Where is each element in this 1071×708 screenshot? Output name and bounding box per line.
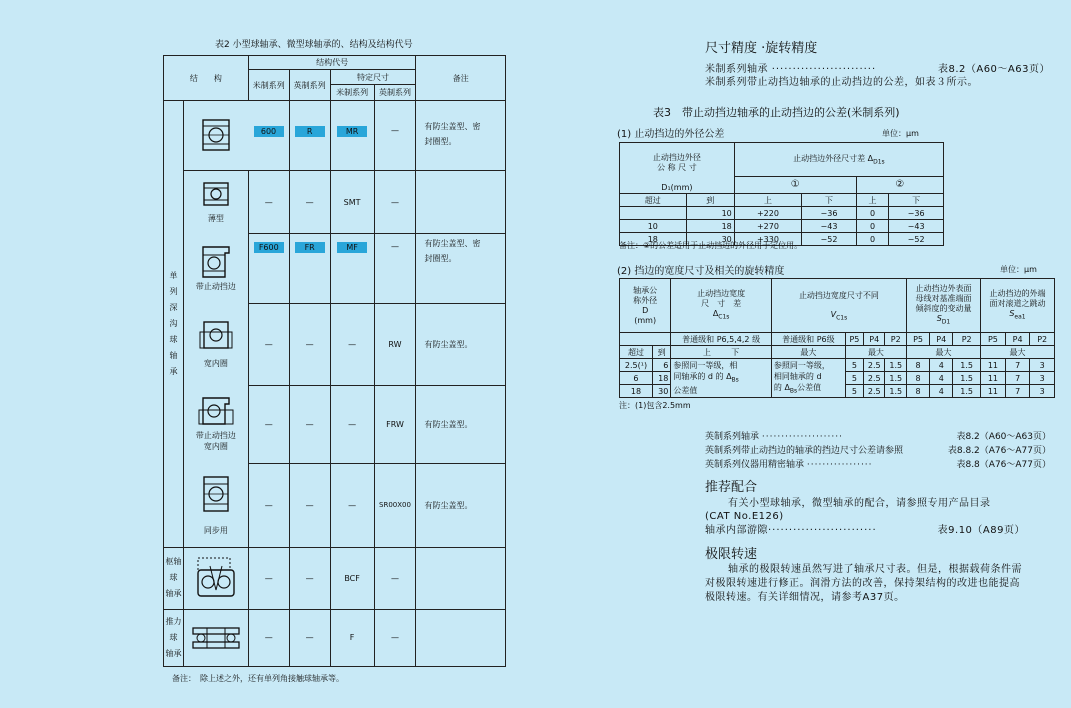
row-note: 有防尘盖型、密 封圈型。	[416, 234, 506, 304]
cell: 18	[620, 233, 687, 246]
structure-code-table	[163, 55, 506, 667]
blank	[620, 333, 671, 346]
header-special: 特定尺寸	[330, 70, 416, 84]
group-thrust: 推力 球 轴承	[164, 609, 184, 667]
row-note	[416, 548, 506, 610]
leader-dots: ·····················	[761, 432, 843, 442]
cell: 4	[930, 372, 953, 385]
flange-width-runout-table	[619, 278, 1055, 398]
t1-head-tol-text: 止动挡边外径尺寸差 Δ	[793, 153, 874, 163]
cell: −36	[889, 207, 944, 220]
cell: 7	[1005, 359, 1030, 372]
code-inch: —	[289, 386, 330, 464]
t1-up2: 上	[856, 194, 888, 207]
t2-head-sd-sym: S	[936, 313, 942, 323]
inch-ref-line	[705, 430, 1051, 444]
code-inch: —	[289, 609, 330, 667]
t2-ref1-sub: Bs	[731, 376, 739, 384]
t2-p5b: P5	[906, 333, 929, 346]
t1-caption: (1) 止动挡边的外径公差	[617, 129, 725, 140]
t2-p4b: P4	[930, 333, 953, 346]
cell: 4	[930, 385, 953, 398]
inch-label: 英制系列轴承	[705, 432, 760, 442]
header-special-metric: 米制系列	[330, 84, 374, 100]
speed-text2: 对极限转速进行修正。润滑方法的改善，保持架结构的改进也能提高	[705, 578, 1020, 589]
inch-instr-ref: 表8.8（A76～A77页）	[956, 460, 1051, 470]
t2-head-sd-text: 止动挡边外表面 母线对基准端面 倾斜度的变动量	[915, 283, 972, 313]
code-sp-inch: FRW	[374, 386, 416, 464]
t2-p2b: P2	[953, 333, 981, 346]
t2-ref2-end: 公差值	[797, 382, 822, 392]
code-metric: 600	[248, 101, 289, 171]
metric-label: 米制系列轴承	[705, 64, 768, 75]
t2-p5: P5	[845, 333, 863, 346]
code-metric: F600	[248, 234, 289, 304]
cell: 1.5	[953, 385, 981, 398]
t2-note: 注：(1)包含2.5mm	[619, 401, 691, 410]
clearance-ref: 表9.10（A89页）	[937, 525, 1025, 536]
t2-head-var-sym: V	[830, 309, 837, 319]
table3-title: 表3 带止动挡边轴承的止动挡边的公差(米制系列)	[653, 106, 900, 119]
t2-p2: P2	[885, 333, 907, 346]
cell: 2.5	[863, 359, 885, 372]
pivot-bearing-icon	[194, 556, 238, 600]
code-sp-metric: BCF	[330, 548, 374, 610]
t2-ref1-end: 公差值	[673, 386, 698, 396]
cell: 11	[980, 359, 1005, 372]
cell: 1.5	[885, 372, 907, 385]
t2-grade2: 普通级和 P6级	[771, 333, 845, 346]
table-row	[164, 101, 506, 171]
t2-ref2	[771, 359, 845, 398]
t1-col1: ①	[734, 176, 856, 193]
code-inch: —	[289, 548, 330, 610]
t2-max4: 最大	[980, 346, 1054, 359]
t2-max3: 最大	[906, 346, 980, 359]
t2-head-width	[671, 279, 772, 333]
t2-caption: (2) 挡边的宽度尺寸及相关的旋转精度	[617, 266, 785, 277]
t2-ref1	[671, 359, 772, 398]
code-metric: —	[248, 386, 289, 464]
row-note	[416, 609, 506, 667]
t2-max2: 最大	[845, 346, 906, 359]
code-inch: —	[289, 304, 330, 386]
table-row	[164, 463, 506, 547]
cell: 10	[620, 220, 687, 233]
t2-p2c: P2	[1030, 333, 1055, 346]
cell: 5	[845, 359, 863, 372]
cell: −43	[889, 220, 944, 233]
code-sp-inch: —	[374, 609, 416, 667]
inch-flange-ref: 表8.8.2（A76～A77页）	[947, 446, 1051, 456]
table2-footnote: 备注： 除上述之外，还有单列角接触球轴承等。	[172, 674, 344, 683]
t1-head-dim2: D₁(mm)	[661, 183, 693, 192]
code-sp-metric: SMT	[330, 170, 374, 234]
row-note: 有防尘盖型。	[416, 386, 506, 464]
cell: +330	[734, 233, 801, 246]
code-inch: —	[289, 170, 330, 234]
t1-head-tol	[734, 143, 943, 177]
cell: +220	[734, 207, 801, 220]
cell: 2.5	[863, 385, 885, 398]
t2-head-width-sub: C1s	[718, 313, 730, 321]
table-row	[620, 207, 944, 220]
t2-unit: 单位：μm	[1000, 265, 1037, 274]
cell: −36	[802, 207, 857, 220]
cell: −52	[802, 233, 857, 246]
t2-head-var-sub: C1s	[836, 314, 848, 322]
t2-head-d: 轴承公 称外径 D (mm)	[620, 279, 671, 333]
row-note: 有防尘盖型。	[416, 304, 506, 386]
table-row	[164, 609, 506, 667]
t1-head-dim: 止动挡边外径 公 称 尺 寸	[652, 153, 701, 172]
row-label: 薄型	[207, 213, 224, 223]
code-metric: —	[248, 548, 289, 610]
cell: 1.5	[953, 372, 981, 385]
cell: 0	[856, 220, 888, 233]
code-sp-inch: —	[374, 548, 416, 610]
t2-p4: P4	[863, 333, 885, 346]
t1-col2: ②	[856, 176, 943, 193]
inch-flange-label: 英制系列带止动挡边的轴承的挡边尺寸公差请参照	[705, 446, 904, 456]
cell: 1.5	[953, 359, 981, 372]
cell: 11	[980, 372, 1005, 385]
speed-text1: 轴承的极限转速虽然写进了轴承尺寸表。但是，根据载荷条件需	[728, 564, 1022, 575]
row-note	[416, 170, 506, 234]
code-inch: FR	[289, 234, 330, 304]
code-sp-metric: MR	[330, 101, 374, 171]
bearing-drawing	[183, 101, 248, 171]
cell: 18	[652, 372, 670, 385]
code-sp-metric: —	[330, 386, 374, 464]
cell: 3	[1030, 385, 1055, 398]
bearing-flanged-icon	[199, 245, 233, 279]
t2-grade1: 普通级和 P6,5,4,2 级	[671, 333, 772, 346]
t1-down2: 下	[889, 194, 944, 207]
table-row	[620, 220, 944, 233]
table-row	[164, 234, 506, 304]
metric-desc: 米制系列带止动挡边轴承的止动挡边的公差，如表３所示。	[705, 77, 978, 88]
t2-head-width-text: 止动挡边宽度 尺 寸 差 Δ	[697, 288, 746, 318]
bearing-thin-icon	[201, 181, 231, 209]
t2-p4c: P4	[1005, 333, 1030, 346]
t2-updown	[671, 346, 772, 359]
speed-title: 极限转速	[705, 547, 758, 562]
cell: 0	[856, 233, 888, 246]
code-metric: —	[248, 170, 289, 234]
code-inch: —	[289, 463, 330, 547]
code-sp-metric: MF	[330, 234, 374, 304]
code-inch: R	[289, 101, 330, 171]
t2-p5c: P5	[980, 333, 1005, 346]
code-sp-inch: —	[374, 234, 416, 304]
cell: 10	[686, 207, 734, 220]
group-pivot: 枢轴 球 轴承	[164, 548, 184, 610]
cell: 2.5	[863, 372, 885, 385]
t2-ref2-text: 参照同一等级， 相同轴承的 d 的 Δ	[773, 360, 830, 392]
leader-dots: ·················	[806, 460, 873, 470]
cell: 1.5	[885, 359, 907, 372]
cell: 18	[620, 385, 653, 398]
cell: 8	[906, 385, 929, 398]
row-note: 有防尘盖型、密 封圈型。	[416, 101, 506, 171]
table-row	[164, 386, 506, 464]
t2-ref1-text: 参照同一等级，相 同轴承的 d 的 Δ	[673, 360, 738, 381]
t1-up: 上	[734, 194, 801, 207]
row-label: 带止动挡边 宽内圈	[195, 431, 236, 452]
code-sp-inch: —	[374, 170, 416, 234]
bearing-wide-inner-icon	[198, 320, 234, 352]
cell: 30	[686, 233, 734, 246]
code-sp-inch: —	[374, 101, 416, 171]
inch-instr-line	[705, 458, 1051, 472]
code-sp-metric: F	[330, 609, 374, 667]
cell: 4	[930, 359, 953, 372]
bearing-standard-icon	[201, 118, 231, 152]
cell: 5	[845, 372, 863, 385]
cell: −43	[802, 220, 857, 233]
t2-to: 到	[652, 346, 670, 359]
fit-title: 推荐配合	[705, 480, 758, 495]
leader-dots: ·························	[771, 64, 877, 75]
cell: 8	[906, 359, 929, 372]
t2-head-sea	[980, 279, 1054, 333]
t1-unit: 单位：μm	[882, 129, 919, 138]
clearance-label: 轴承内部游隙	[705, 525, 768, 536]
cell: +270	[734, 220, 801, 233]
code-sp-inch: RW	[374, 304, 416, 386]
table-row	[620, 359, 1055, 372]
fit-text2: (CAT No.E126)	[705, 511, 784, 522]
t2-head-sea-text: 止动挡边的外端 面对滚道之跳动	[989, 288, 1046, 308]
cell: 3	[1030, 372, 1055, 385]
t1-to: 到	[686, 194, 734, 207]
cell	[620, 207, 687, 220]
inch-flange-line	[705, 444, 1051, 458]
header-structure: 结 构	[164, 56, 249, 101]
table2-title: 表2 小型球轴承、微型球轴承的、结构及结构代号	[215, 40, 413, 50]
group-deep-groove: 单 列 深 沟 球 轴 承	[164, 101, 184, 548]
cell: 3	[1030, 359, 1055, 372]
table-row	[164, 548, 506, 610]
clearance-line	[705, 524, 1025, 538]
t2-head-sea-sub: ea1	[1014, 313, 1026, 321]
header-special-inch: 英制系列	[374, 84, 416, 100]
inch-ref: 表8.2（A60～A63页）	[956, 432, 1051, 442]
t2-ref2-sub: Bs	[789, 387, 798, 395]
thrust-bearing-icon	[191, 625, 241, 651]
row-label: 宽内圈	[203, 359, 228, 369]
code-sp-metric: —	[330, 304, 374, 386]
section-title-accuracy: 尺寸精度 ·旋转精度	[705, 41, 818, 56]
metric-ref: 表8.2（A60～A63页）	[937, 64, 1050, 75]
cell: 2.5(¹)	[620, 359, 653, 372]
code-metric: —	[248, 463, 289, 547]
cell: 8	[906, 372, 929, 385]
t2-max1: 最大	[771, 346, 845, 359]
flange-od-tolerance-table	[619, 142, 944, 246]
t1-over: 超过	[620, 194, 687, 207]
speed-text3: 极限转速。有关详细情况，请参考A37页。	[705, 592, 905, 603]
row-label: 带止动挡边	[195, 282, 236, 292]
t2-head-sea-sym: S	[1009, 308, 1015, 318]
header-code: 结构代号	[248, 56, 416, 70]
fit-text: 有关小型球轴承，微型轴承的配合，请参照专用产品目录	[728, 498, 991, 509]
cell: 6	[652, 359, 670, 372]
metric-ref-line	[705, 63, 1050, 77]
cell: 18	[686, 220, 734, 233]
code-metric: —	[248, 609, 289, 667]
cell: 6	[620, 372, 653, 385]
t1-head-tol-sub: D1s	[873, 158, 885, 166]
cell: 5	[845, 385, 863, 398]
bearing-sync-icon	[201, 475, 231, 515]
cell: −52	[889, 233, 944, 246]
inch-instr-label: 英制系列仪器用精密轴承	[705, 460, 805, 470]
code-metric: —	[248, 304, 289, 386]
header-inch: 英制系列	[289, 70, 330, 101]
t2-head-sd	[906, 279, 980, 333]
t2-down: 下	[731, 347, 740, 357]
table-row	[164, 170, 506, 234]
cell: 30	[652, 385, 670, 398]
t2-over: 超过	[620, 346, 653, 359]
table-row	[164, 304, 506, 386]
t2-head-var-text: 止动挡边宽度尺寸不同	[798, 290, 879, 300]
t2-head-var	[771, 279, 906, 333]
t2-head-sd-sub: D1	[941, 318, 951, 326]
header-metric: 米制系列	[248, 70, 289, 101]
cell: 11	[980, 385, 1005, 398]
row-note: 有防尘盖型。	[416, 463, 506, 547]
cell: 0	[856, 207, 888, 220]
t1-down: 下	[802, 194, 857, 207]
cell: 7	[1005, 372, 1030, 385]
code-sp-inch: SR00X00	[374, 463, 416, 547]
inch-refs	[705, 430, 1051, 472]
cell: 7	[1005, 385, 1030, 398]
code-sp-metric: —	[330, 463, 374, 547]
leader-dots: ··························	[768, 525, 877, 536]
header-remark: 备注	[416, 56, 506, 101]
bearing-flanged-wide-inner-icon	[197, 396, 235, 426]
row-label: 同步用	[203, 525, 228, 535]
t1-note: 备注：②的公差适用于止动挡边的外径用于定位用。	[619, 241, 803, 250]
cell: 1.5	[885, 385, 907, 398]
t2-up: 上	[702, 347, 711, 357]
